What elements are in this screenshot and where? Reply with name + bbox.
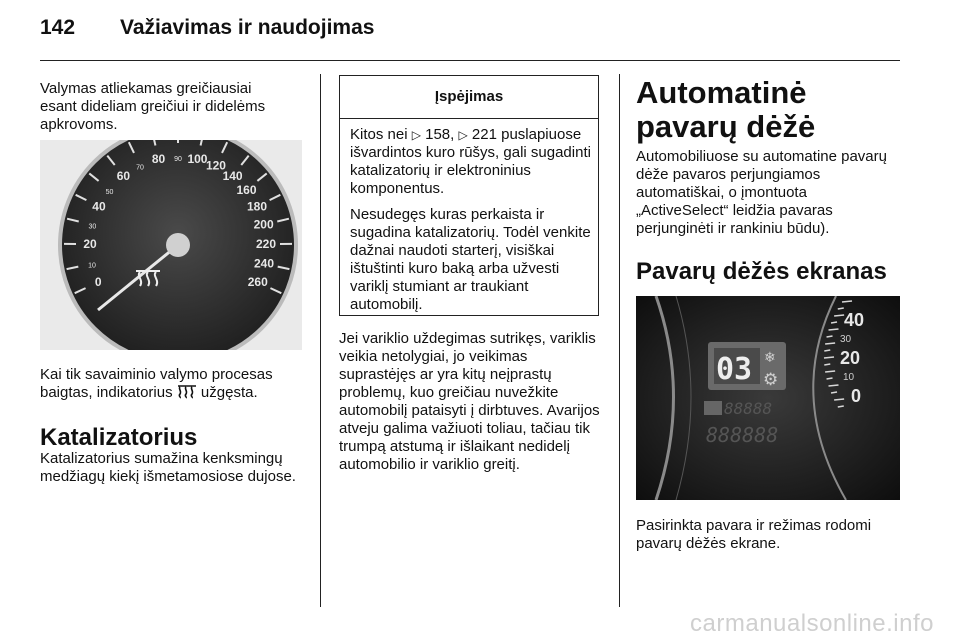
page-ref-2[interactable]: 221 xyxy=(471,126,497,143)
scale-tick xyxy=(829,385,839,386)
catalytic-indicator-icon xyxy=(177,384,197,401)
gauge-tick-label: 30 xyxy=(88,223,97,231)
scale-tick xyxy=(838,308,844,309)
after-gauge-text-end: užgęsta. xyxy=(200,384,258,401)
gauge-tick-label: 20 xyxy=(83,237,97,252)
scale-label-30: 30 xyxy=(840,334,852,345)
gauge-tick-label: 90 xyxy=(174,156,182,163)
scale-tick xyxy=(824,364,830,365)
speedometer-gauge xyxy=(40,140,302,350)
gear-digits: 03 xyxy=(716,352,753,387)
display-caption: Pasirinkta pavara ir režimas rodomi pavarų dėžės ekrane. xyxy=(636,517,872,552)
gearbox-intro-paragraph: Automobiliuose su automatine pavarų dėže pavaros perjungiamos automatiškai, o įmontuota „ActiveSelect“ leidžia pavaras perjunginėti ir rankiniu būdu). xyxy=(636,148,887,237)
scale-label-10: 10 xyxy=(843,372,855,383)
gauge-tick-label: 60 xyxy=(116,168,131,183)
gauge-tick-label: 80 xyxy=(151,152,166,167)
scale-label-0: 0 xyxy=(851,386,862,406)
header-rule xyxy=(40,60,900,61)
catalyst-heading: Katalizatorius xyxy=(40,424,198,451)
gauge-tick-label: 140 xyxy=(222,168,243,183)
scale-tick xyxy=(827,336,833,337)
intro-paragraph: Valymas atliekamas greičiausiai esant dideliam greičiui ir didelėms apkrovoms. xyxy=(40,80,266,133)
gear-cog-icon: ⚙ xyxy=(763,370,779,390)
gauge-tick-label: 120 xyxy=(205,158,226,173)
page-ref-arrow-icon: ▷ xyxy=(411,128,421,142)
column-divider-1 xyxy=(320,74,321,607)
malfunction-paragraph: Jei variklio uždegimas sutrikęs, variklis veikia netolygiai, jo veikimas suprastėjęs ar yra kitų neįprastų problemų, kuo greičiau nuvežkite automobilį pataisyti į dirbtuves. Avarijos atveju galima važiuoti toliau, tačiau tik trumpą atstumą ir išlaikant nedidelį automobilio ir variklio greitį. xyxy=(339,330,600,473)
gauge-tick-label: 0 xyxy=(94,275,102,290)
gearbox-display-image xyxy=(636,296,900,500)
gauge-tick-label: 180 xyxy=(247,199,268,214)
scale-tick xyxy=(825,371,835,372)
display-segments-2: 888888 xyxy=(706,423,779,447)
scale-tick xyxy=(831,322,837,323)
scale-tick xyxy=(831,392,837,393)
scale-tick xyxy=(834,399,844,400)
scale-tick xyxy=(842,301,852,302)
gauge-tick-label: 10 xyxy=(88,262,96,270)
gauge-tick-label: 160 xyxy=(236,182,257,197)
scale-tick xyxy=(829,329,839,330)
gauge-tick-label: 260 xyxy=(247,275,268,290)
warning-box xyxy=(339,75,599,316)
warning-title: Įspėjimas xyxy=(340,76,598,119)
display-segments-1: 88888 xyxy=(724,399,773,418)
snowflake-icon: ❄ xyxy=(764,350,776,366)
gearbox-display-heading: Pavarų dėžės ekranas xyxy=(636,258,887,285)
gauge-tick-label: 200 xyxy=(253,217,274,232)
gauge-tick-label: 70 xyxy=(136,164,144,172)
page-title: Važiavimas ir naudojimas xyxy=(120,16,375,39)
speedometer-image xyxy=(40,140,302,350)
after-gauge-text: Kai tik savaiminio valymo procesas baigtas, indikatorius xyxy=(40,366,273,401)
scale-label-40: 40 xyxy=(844,310,865,330)
warning-text-1: puslapiuose išvardintos kuro rūšys, gali sugadinti katalizatorių ir elektroninius komponentus. xyxy=(350,126,591,197)
warning-body xyxy=(350,126,592,322)
scale-tick xyxy=(838,406,844,407)
page-number: 142 xyxy=(40,16,76,39)
scale-tick xyxy=(825,343,835,344)
gauge-tick-label: 100 xyxy=(187,152,208,167)
page-ref-arrow-icon: ▷ xyxy=(458,128,468,142)
scale-tick xyxy=(824,350,830,351)
column-divider-2 xyxy=(619,74,620,607)
scale-tick xyxy=(834,315,844,316)
automatic-gearbox-heading: Automatinė pavarų dėžė xyxy=(636,75,816,144)
gauge-tick-label: 220 xyxy=(255,237,277,252)
warning-paragraph-2: Nesudegęs kuras perkaista ir sugadina katalizatorių. Todėl venkite dažnai naudoti starterį, visiškai ištuštinti kuro baką arba užvesti variklį stumiant ar traukiant automobilį. xyxy=(350,206,591,313)
gauge-tick-label: 240 xyxy=(253,256,275,271)
catalyst-paragraph: Katalizatorius sumažina kenksmingų medžiagų kiekį išmetamosiose dujose. xyxy=(40,450,296,485)
watermark: carmanualsonline.info xyxy=(690,610,934,637)
scale-tick xyxy=(827,378,833,379)
page-ref-1[interactable]: 158, xyxy=(425,126,455,143)
scale-label-20: 20 xyxy=(840,348,861,368)
scale-tick xyxy=(824,357,834,358)
warning-paragraph-1 xyxy=(350,126,592,198)
after-gauge-paragraph xyxy=(40,366,300,402)
gearbox-display-illustration xyxy=(636,296,900,500)
gauge-tick-label: 50 xyxy=(105,188,114,196)
gauge-hub xyxy=(166,233,190,257)
warning-ref-prefix: Kitos nei xyxy=(350,126,408,143)
gauge-tick-label: 40 xyxy=(92,199,106,214)
